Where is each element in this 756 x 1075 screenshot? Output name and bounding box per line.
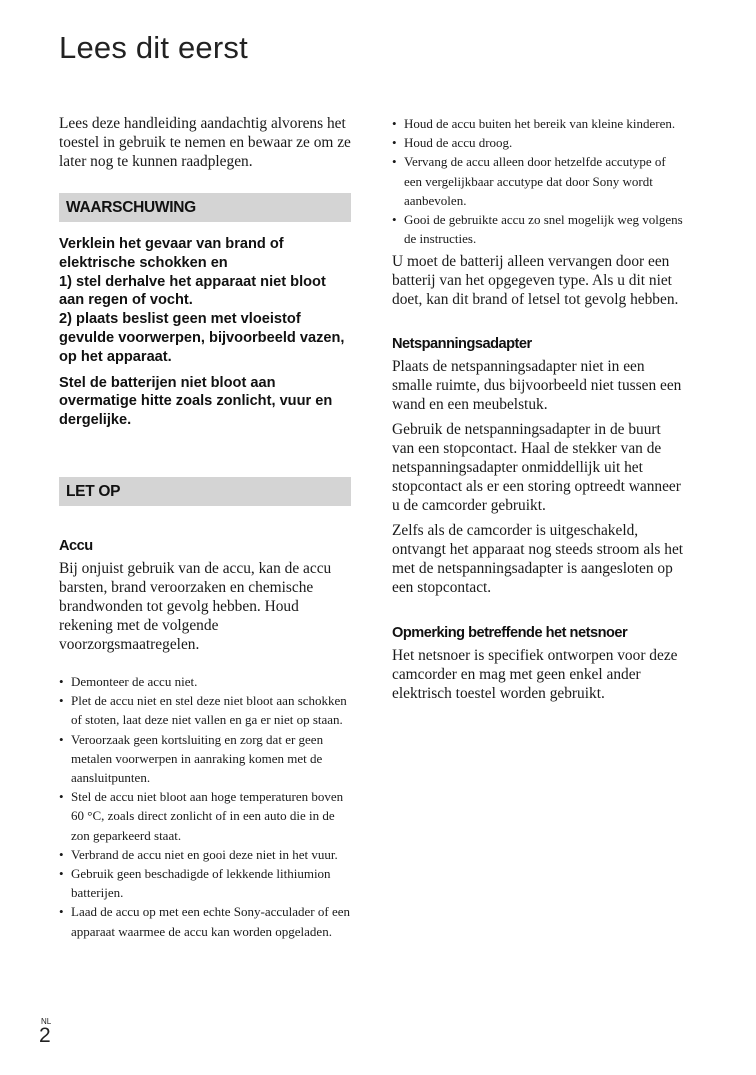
adapter-paragraph: Gebruik de netspanningsadapter in de buurt van een stopcontact. Haal de stekker van de netspanningsadapter onmiddellijk uit het stopcontact als er een storing optreedt wanneer u de camcorder gebruikt. [392, 421, 681, 515]
list-item: • Vervang de accu alleen door hetzelfde accutype of een vergelijkbaar accutype dat door Sony wordt aanbevolen. [392, 152, 684, 210]
page-number: 2 [39, 1024, 51, 1047]
adapter-heading: Netspanningsadapter [392, 336, 532, 353]
warning-paragraph [59, 235, 351, 367]
left-column [59, 114, 351, 941]
list-item: • Gebruik geen beschadigde of lekkende lithiumion batterijen. [59, 864, 351, 902]
battery-replacement-text: U moet de batterij alleen vervangen door een batterij van het opgegeven type. Als u dit niet doet, kan dit brand of letsel tot gevolg hebben. [392, 253, 679, 309]
warning-line-1: Verklein het gevaar van brand of elektrische schokken en [59, 236, 284, 271]
page-title: Lees dit eerst [59, 30, 248, 65]
adapter-paragraph: Plaats de netspanningsadapter niet in een smalle ruimte, dus bijvoorbeeld niet tussen een wand en een meubelstuk. [392, 358, 682, 414]
accu-bullet-list [59, 672, 351, 941]
right-column [392, 114, 684, 709]
power-cord-heading: Opmerking betreffende het netsnoer [392, 625, 628, 642]
list-item: • Veroorzaak geen kortsluiting en zorg dat er geen metalen voorwerpen in aanraking komen met de aansluitpunten. [59, 730, 351, 788]
list-item: • Plet de accu niet en stel deze niet bloot aan schokken of stoten, laat deze niet vallen en ga er niet op staan. [59, 691, 351, 729]
accu-heading: Accu [59, 537, 93, 554]
warning-line-3: 2) plaats beslist geen met vloeistof gevulde voorwerpen, bijvoorbeeld vazen, op het apparaat. [59, 311, 345, 365]
battery-heat-warning: Stel de batterijen niet bloot aan overmatige hitte zoals zonlicht, vuur en dergelijke. [59, 374, 333, 429]
adapter-paragraph: Zelfs als de camcorder is uitgeschakeld, ontvangt het apparaat nog steeds stroom als het met de netspanningsadapter is aangesloten op een stopcontact. [392, 522, 684, 597]
accu-text: Bij onjuist gebruik van de accu, kan de accu barsten, brand veroorzaken en chemische brandwonden tot gevolg hebben. Houd rekening met de volgende voorzorgsmaatregelen. [59, 559, 332, 653]
list-item: • Houd de accu buiten het bereik van kleine kinderen. [392, 114, 684, 133]
list-item: • Demonteer de accu niet. [59, 672, 351, 691]
list-item: • Verbrand de accu niet en gooi deze niet in het vuur. [59, 845, 351, 864]
list-item: • Gooi de gebruikte accu zo snel mogelijk weg volgens de instructies. [392, 210, 684, 248]
language-code: NL [41, 1017, 52, 1026]
intro-text: Lees deze handleiding aandachtig alvorens het toestel in gebruik te nemen en bewaar ze om ze later nog te kunnen raadplegen. [59, 115, 351, 170]
accu-bullet-list-continued [392, 114, 684, 248]
list-item: • Laad de accu op met een echte Sony-acculader of een apparaat waarmee de accu kan worden opgeladen. [59, 902, 351, 940]
caution-heading: LET OP [59, 477, 351, 506]
list-item: • Houd de accu droog. [392, 133, 684, 152]
list-item: • Stel de accu niet bloot aan hoge temperaturen boven 60 °C, zoals direct zonlicht of in een auto die in de zon geparkeerd staat. [59, 787, 351, 845]
power-cord-text: Het netsnoer is specifiek ontworpen voor deze camcorder en mag met geen enkel ander elektrisch toestel worden gebruikt. [392, 647, 678, 703]
warning-line-2: 1) stel derhalve het apparaat niet bloot aan regen of vocht. [59, 273, 326, 309]
warning-heading: WAARSCHUWING [59, 193, 351, 222]
